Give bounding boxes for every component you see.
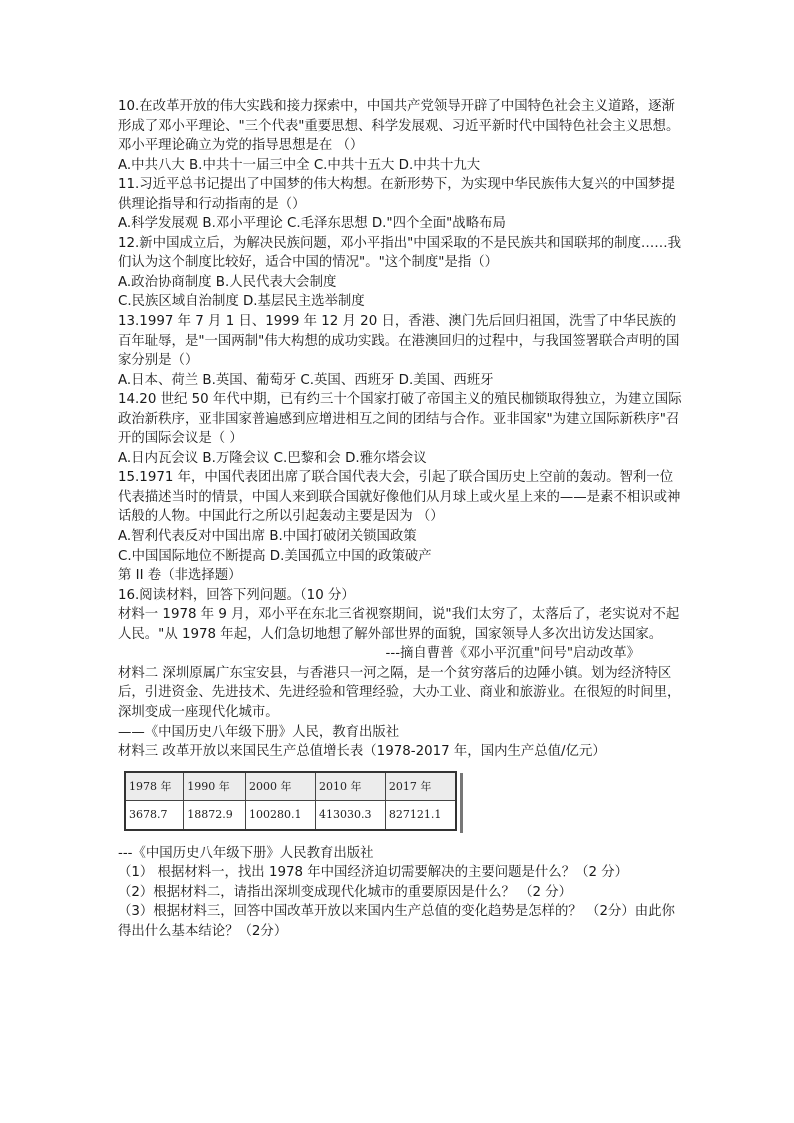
q12-options-line1: A.政治协商制度 B.人民代表大会制度 bbox=[118, 274, 337, 290]
q16-material-2: 材料二 深圳原属广东宝安县，与香港只一河之隔，是一个贫穷落后的边陲小镇。划为经济特区后，引进资金、先进技术、先进经验和管理经验，大办工业、商业和旅游业。在很短的时间里，深圳变成一座现代化城市。 bbox=[118, 665, 681, 720]
gdp-year-cell: 1978 年 bbox=[125, 772, 184, 801]
gdp-value-cell: 413030.3 bbox=[315, 801, 385, 830]
gdp-year-cell: 1990 年 bbox=[184, 772, 246, 801]
q13-options: A.日本、荷兰 B.英国、葡萄牙 C.英国、西班牙 D.美国、西班牙 bbox=[118, 372, 494, 388]
gdp-table-header-row bbox=[125, 772, 456, 801]
q14-options: A.日内瓦会议 B.万隆会议 C.巴黎和会 D.雅尔塔会议 bbox=[118, 450, 427, 466]
gdp-value-cell: 100280.1 bbox=[246, 801, 316, 830]
q16-material-3-source: ---《中国历史八年级下册》人民教育出版社 bbox=[118, 845, 374, 861]
q16-intro: 16.阅读材料，回答下列问题。（10 分） bbox=[118, 587, 355, 603]
q11-options: A.科学发展观 B.邓小平理论 C.毛泽东思想 D."四个全面"战略布局 bbox=[118, 216, 506, 232]
q13-stem: 13.1997 年 7 月 1 日、1999 年 12 月 20 日，香港、澳门先后回归祖国，洗雪了中华民族的百年耻辱，是"一国两制"伟大构想的成功实践。在港澳回归的过程中，与我国签署联合声明的国家分别是（） bbox=[118, 314, 680, 369]
gdp-table-value-row bbox=[125, 801, 456, 830]
q16-material-2-source: ——《中国历史八年级下册》人民，教育出版社 bbox=[118, 724, 400, 740]
q12-options-line2: C.民族区域自治制度 D.基层民主选举制度 bbox=[118, 294, 365, 310]
table-scan-edge bbox=[460, 773, 463, 833]
section-2-title: 第 II 卷（非选择题） bbox=[118, 568, 242, 584]
gdp-year-cell: 2017 年 bbox=[385, 772, 456, 801]
q15-options-line2: C.中国国际地位不断提高 D.美国孤立中国的政策破产 bbox=[118, 548, 432, 564]
gdp-year-cell: 2000 年 bbox=[246, 772, 316, 801]
q16-sub-question-1: （1） 根据材料一，找出 1978 年中国经济迫切需要解决的主要问题是什么？（2 分） bbox=[118, 865, 629, 881]
exam-page bbox=[118, 97, 686, 941]
gdp-value-cell: 827121.1 bbox=[385, 801, 456, 830]
q16-material-3: 材料三 改革开放以来国民生产总值增长表（1978-2017 年，国内生产总值/亿元） bbox=[118, 744, 606, 760]
q16-material-1: 材料一 1978 年 9 月，邓小平在东北三省视察期间，说"我们太穷了，太落后了，老实说对不起人民。"从 1978 年起，人们急切地想了解外部世界的面貌，国家领导人多次出访发达国家。 bbox=[118, 607, 680, 642]
q14-stem: 14.20 世纪 50 年代中期，已有约三十个国家打破了帝国主义的殖民枷锁取得独立，为建立国际政治新秩序，亚非国家普遍感到应增进相互之间的团结与合作。亚非国家"为建立国际新秩序"召开的国际会议是（ ） bbox=[118, 392, 682, 447]
q11-stem: 11.习近平总书记提出了中国梦的伟大构想。在新形势下，为实现中华民族伟大复兴的中国梦提供理论指导和行动指南的是（） bbox=[118, 177, 675, 212]
gdp-year-cell: 2010 年 bbox=[315, 772, 385, 801]
q15-options-line1: A.智利代表反对中国出席 B.中国打破闭关锁国政策 bbox=[118, 529, 417, 545]
gdp-table bbox=[124, 771, 457, 831]
q15-stem: 15.1971 年，中国代表团出席了联合国代表大会，引起了联合国历史上空前的轰动。智利一位代表描述当时的情景，中国人来到联合国就好像他们从月球上或火星上来的——是素不相识或神话般的人物。中国此行之所以引起轰动主要是因为 （） bbox=[118, 470, 681, 525]
q16-sub-question-3: （3）根据材料三，回答中国改革开放以来国内生产总值的变化趋势是怎样的？ （2分）由此你得出什么基本结论？（2分） bbox=[118, 904, 675, 939]
q12-stem: 12.新中国成立后，为解决民族问题，邓小平指出"中国采取的不是民族共和国联邦的制度……我们认为这个制度比较好，适合中国的情况"。"这个制度"是指（） bbox=[118, 235, 682, 271]
q16-sub-question-2: （2）根据材料二，请指出深圳变成现代化城市的重要原因是什么？ （2 分） bbox=[118, 884, 573, 900]
gdp-table-wrapper bbox=[124, 771, 461, 835]
q10-options: A.中共八大 B.中共十一届三中全 C.中共十五大 D.中共十九大 bbox=[118, 157, 481, 173]
q10-stem: 10.在改革开放的伟大实践和接力探索中，中国共产党领导开辟了中国特色社会主义道路，逐渐形成了邓小平理论、"三个代表"重要思想、科学发展观、习近平新时代中国特色社会主义思想。邓小平理论确立为党的指导思想是在 （） bbox=[118, 99, 680, 154]
gdp-value-cell: 18872.9 bbox=[184, 801, 246, 830]
q16-material-1-source: ---摘自曹普《邓小平沉重"问号"启动改革》 bbox=[385, 646, 640, 662]
gdp-value-cell: 3678.7 bbox=[125, 801, 184, 830]
